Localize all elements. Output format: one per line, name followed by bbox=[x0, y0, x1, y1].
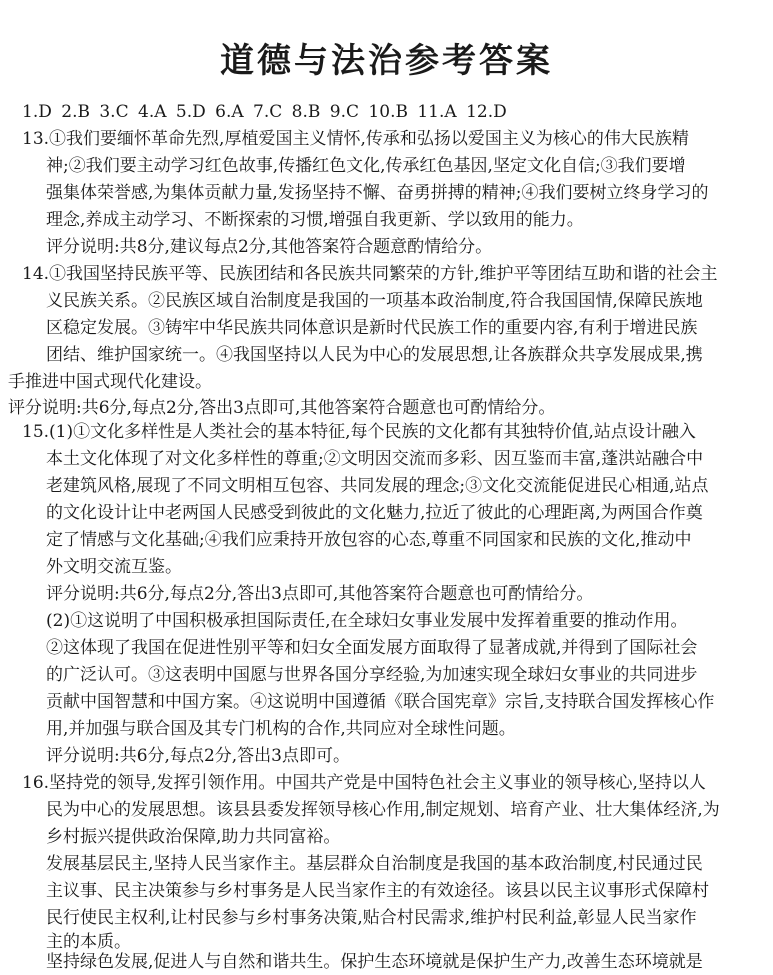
q14-line-2: 义民族关系。②民族区域自治制度是我国的一项基本政治制度,符合我国国情,保障民族地 bbox=[46, 291, 703, 311]
choice-answers: 1.D 2.B 3.C 4.A 5.D 6.A 7.C 8.B 9.C 10.B 11.A 12.D bbox=[22, 102, 507, 122]
q16-line-1: 16.坚持党的领导,发挥引领作用。中国共产党是中国特色社会主义事业的领导核心,坚持以人 bbox=[22, 773, 706, 793]
q15-line-5: 定了情感与文化基础;④我们应秉持开放包容的心态,尊重不同国家和民族的文化,推动中 bbox=[46, 530, 692, 550]
q13-line-1: 13.①我们要缅怀革命先烈,厚植爱国主义情怀,传承和弘扬以爱国主义为核心的伟大民族精 bbox=[22, 129, 689, 149]
page-title: 道德与法治参考答案 bbox=[220, 41, 553, 81]
q15-line-6: 外文明交流互鉴。 bbox=[46, 557, 182, 577]
q13-line-2: 神;②我们要主动学习红色故事,传播红色文化,传承红色基因,坚定文化自信;③我们要增 bbox=[46, 156, 686, 176]
q15-line-12: 用,并加强与联合国及其专门机构的合作,共同应对全球性问题。 bbox=[46, 719, 516, 739]
q14-line-4: 团结、维护国家统一。④我国坚持以人民为中心的发展思想,让各族群众共享发展成果,携 bbox=[46, 345, 703, 365]
q15-line-3: 老建筑风格,展现了不同文明相互包容、共同发展的理念;③文化交流能促进民心相通,站点 bbox=[46, 476, 709, 496]
q16-line-7: 主的本质。 bbox=[46, 932, 131, 952]
q15-line-10: 的广泛认可。③这表明中国愿与世界各国分享经验,为加速实现全球妇女事业的共同进步 bbox=[46, 665, 698, 685]
q15-line-1: 15.(1)①文化多样性是人类社会的基本特征,每个民族的文化都有其独特价值,站点设计融入 bbox=[22, 422, 696, 442]
q14-line-3: 区稳定发展。③铸牢中华民族共同体意识是新时代民族工作的重要内容,有利于增进民族 bbox=[46, 318, 698, 338]
q15-line-11: 贡献中国智慧和中国方案。④这说明中国遵循《联合国宪章》宗旨,支持联合国发挥核心作 bbox=[46, 692, 715, 712]
q16-line-5: 主议事、民主决策参与乡村事务是人民当家作主的有效途径。该县以民主议事形式保障村 bbox=[46, 881, 709, 901]
q16-line-3: 乡村振兴提供政治保障,助力共同富裕。 bbox=[46, 827, 341, 847]
q15-line-8: (2)①这说明了中国积极承担国际责任,在全球妇女事业发展中发挥着重要的推动作用。 bbox=[46, 611, 688, 631]
q16-line-8: 坚持绿色发展,促进人与自然和谐共生。保护生态环境就是保护生产力,改善生态环境就是 bbox=[46, 952, 703, 972]
q15-line-9: ②这体现了我国在促进性别平等和妇女全面发展方面取得了显著成就,并得到了国际社会 bbox=[46, 638, 698, 658]
q13-line-4: 理念,养成主动学习、不断探索的习惯,增强自我更新、学以致用的能力。 bbox=[46, 210, 584, 230]
q16-line-2: 民为中心的发展思想。该县县委发挥领导核心作用,制定规划、培育产业、壮大集体经济,为 bbox=[46, 800, 720, 820]
q15-scoring-2: 评分说明:共6分,每点2分,答出3点即可。 bbox=[46, 746, 350, 766]
q14-scoring: 评分说明:共6分,每点2分,答出3点即可,其他答案符合题意也可酌情给分。 bbox=[8, 398, 556, 418]
q15-line-4: 的文化设计让中老两国人民感受到彼此的文化魅力,拉近了彼此的心理距离,为两国合作奠 bbox=[46, 503, 703, 523]
q14-line-1: 14.①我国坚持民族平等、民族团结和各民族共同繁荣的方针,维护平等团结互助和谐的社会主 bbox=[22, 264, 718, 284]
q14-line-5: 手推进中国式现代化建设。 bbox=[8, 372, 212, 392]
q15-scoring-1: 评分说明:共6分,每点2分,答出3点即可,其他答案符合题意也可酌情给分。 bbox=[46, 584, 594, 604]
q13-scoring: 评分说明:共8分,建议每点2分,其他答案符合题意酌情给分。 bbox=[46, 237, 493, 257]
q13-line-3: 强集体荣誉感,为集体贡献力量,发扬坚持不懈、奋勇拼搏的精神;④我们要树立终身学习的 bbox=[46, 183, 709, 203]
q16-line-6: 民行使民主权利,让村民参与乡村事务决策,贴合村民需求,维护村民利益,彰显人民当家作 bbox=[46, 908, 697, 928]
q15-line-2: 本土文化体现了对文化多样性的尊重;②文明因交流而多彩、因互鉴而丰富,蓬洪站融合中 bbox=[46, 449, 704, 469]
q16-line-4: 发展基层民主,坚持人民当家作主。基层群众自治制度是我国的基本政治制度,村民通过民 bbox=[46, 854, 703, 874]
